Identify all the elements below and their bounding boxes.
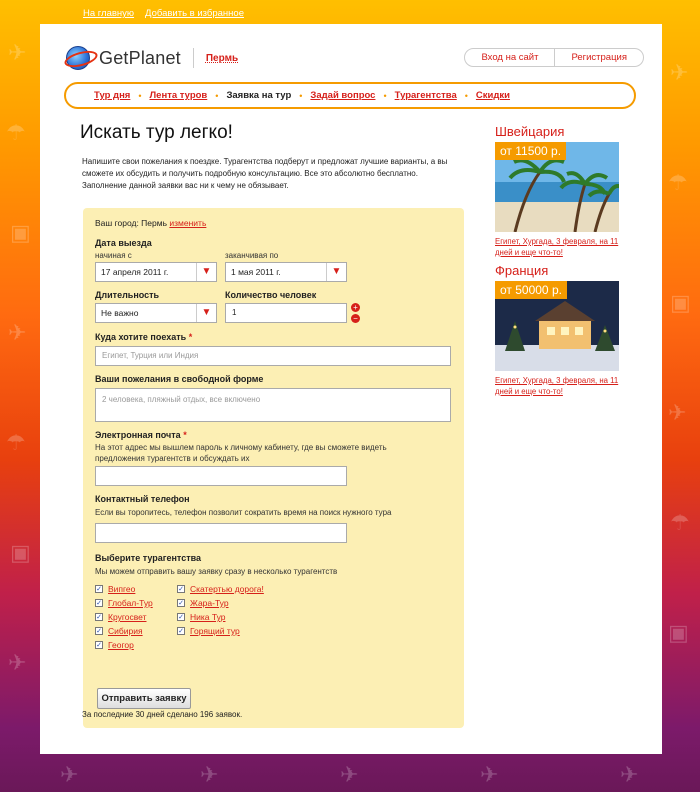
top-links xyxy=(83,8,244,19)
duration-label: Длительность xyxy=(95,290,160,300)
required-mark: * xyxy=(183,430,187,440)
plane-icon: ✈ xyxy=(668,400,687,425)
nav-ask-question[interactable]: Задай вопрос xyxy=(310,90,376,101)
nav-separator: • xyxy=(299,90,303,101)
home-link[interactable]: На главную xyxy=(83,8,135,19)
promo-desc xyxy=(495,375,621,397)
agency-name[interactable]: Сибирия xyxy=(108,626,143,636)
plane-icon: ✈ xyxy=(8,320,27,345)
agency-checkbox[interactable] xyxy=(177,598,229,608)
main-nav xyxy=(64,82,636,109)
promo-image-winter[interactable] xyxy=(495,281,619,371)
checkbox-checked-icon: ✓ xyxy=(96,628,102,635)
promo-price: от 50000 р. xyxy=(495,281,567,299)
checkbox-checked-icon: ✓ xyxy=(178,628,184,635)
plane-icon: ✈ xyxy=(8,40,27,65)
agency-checkbox[interactable] xyxy=(95,612,146,622)
to-date-select[interactable] xyxy=(225,262,347,282)
destination-input[interactable]: Египет, Турция или Индия xyxy=(95,346,451,366)
request-form xyxy=(83,208,464,728)
email-label-row xyxy=(95,430,187,440)
chevron-down-icon: ▼ xyxy=(196,263,216,281)
logo-text: GetPlanet xyxy=(99,47,181,68)
promo-desc-link[interactable]: Египет, Хургада, 3 февраля, на 11 дней и еще что-то! xyxy=(495,376,619,396)
nav-separator: • xyxy=(138,90,142,101)
duration-value: Не важно xyxy=(101,308,139,318)
from-label: начиная с xyxy=(95,251,132,260)
nav-discounts[interactable]: Скидки xyxy=(475,90,511,101)
agency-name[interactable]: Геогор xyxy=(108,640,134,650)
suitcase-icon: ▣ xyxy=(10,540,31,565)
chevron-down-icon: ▼ xyxy=(326,263,346,281)
suitcase-icon: ▣ xyxy=(668,620,689,645)
divider xyxy=(193,48,194,68)
promo-desc-link[interactable]: Египет, Хургада, 3 февраля, на 11 дней и еще что-то! xyxy=(495,237,619,257)
minus-icon[interactable]: − xyxy=(351,314,360,323)
nav-tour-of-day[interactable]: Тур дня xyxy=(94,90,131,101)
register-link[interactable]: Регистрация xyxy=(554,49,643,66)
from-date-select[interactable] xyxy=(95,262,217,282)
phone-input[interactable] xyxy=(95,523,347,543)
promo-price: от 11500 р. xyxy=(495,142,566,160)
checkbox-checked-icon: ✓ xyxy=(96,600,102,607)
nav-separator: • xyxy=(215,90,219,101)
city-line xyxy=(95,218,206,228)
checkbox-checked-icon: ✓ xyxy=(178,614,184,621)
where-label-row xyxy=(95,332,192,342)
checkbox-checked-icon: ✓ xyxy=(96,586,102,593)
agency-name[interactable]: Глобал-Тур xyxy=(108,598,153,608)
plane-icon: ✈ xyxy=(8,650,27,675)
auth-box xyxy=(464,48,644,67)
plane-icon: ✈ xyxy=(340,762,359,787)
submit-button[interactable]: Отправить заявку xyxy=(97,688,191,709)
promo-country[interactable]: Франция xyxy=(495,263,549,278)
people-label: Количество человек xyxy=(225,290,317,300)
wishes-textarea[interactable]: 2 человека, пляжный отдых, все включено xyxy=(95,388,451,422)
people-input[interactable]: 1 xyxy=(225,303,347,323)
plane-icon: ✈ xyxy=(670,60,689,85)
agency-name[interactable]: Ника Тур xyxy=(190,612,226,622)
intro-text: Напишите свои пожелания к поездке. Турагентства подберут и предложат лучшие варианты, а вы сможете их обсудить и получить подробную консультацию. Все это абсолютно бесплатно. Заполнение данной заявки вас ни к чему не обязывает. xyxy=(82,157,448,190)
agency-name[interactable]: Горящий тур xyxy=(190,626,240,636)
promo-france[interactable] xyxy=(495,263,621,397)
city-change-link[interactable]: изменить xyxy=(169,218,207,228)
nav-agencies[interactable]: Турагентства xyxy=(394,90,457,101)
nav-tour-request[interactable]: Заявка на тур xyxy=(226,90,292,101)
promo-switzerland[interactable] xyxy=(495,124,621,258)
login-link[interactable]: Вход на сайт xyxy=(481,52,539,63)
agencies-label: Выберите турагентства xyxy=(95,553,202,563)
plane-icon: ✈ xyxy=(480,762,499,787)
stats-text: За последние 30 дней сделано 196 заявок. xyxy=(82,710,243,719)
suitcase-icon: ▣ xyxy=(670,290,691,315)
city-link[interactable]: Пермь xyxy=(205,52,239,64)
plus-icon[interactable]: + xyxy=(351,303,360,312)
palm-icon: ☂ xyxy=(670,510,690,535)
required-mark: * xyxy=(188,332,193,342)
promo-desc xyxy=(495,236,621,258)
promo-image-beach[interactable] xyxy=(495,142,619,232)
agency-checkbox[interactable] xyxy=(95,626,143,636)
favorites-link[interactable]: Добавить в избранное xyxy=(145,8,244,19)
plane-icon: ✈ xyxy=(60,762,79,787)
promo-country[interactable]: Швейцария xyxy=(495,124,565,139)
email-hint: На этот адрес мы вышлем пароль к личному кабинету, где вы сможете видеть предложения турагентств и обсуждать их xyxy=(95,443,387,463)
palm-icon: ☂ xyxy=(668,170,688,195)
email-input[interactable] xyxy=(95,466,347,486)
checkbox-checked-icon: ✓ xyxy=(178,600,184,607)
agency-checkbox[interactable] xyxy=(177,626,240,636)
wishes-label: Ваши пожелания в свободной форме xyxy=(95,374,264,384)
city-label: Ваш город: Пермь xyxy=(95,218,168,228)
agency-name[interactable]: Кругосвет xyxy=(108,612,147,622)
palm-icon: ☂ xyxy=(6,430,26,455)
plane-icon: ✈ xyxy=(200,762,219,787)
checkbox-checked-icon: ✓ xyxy=(96,642,102,649)
page-container xyxy=(40,24,662,754)
checkbox-checked-icon: ✓ xyxy=(178,586,184,593)
duration-select[interactable] xyxy=(95,303,217,323)
palm-icon: ☂ xyxy=(6,120,26,145)
logo[interactable] xyxy=(66,46,238,70)
agency-checkbox[interactable] xyxy=(95,598,153,608)
where-label: Куда хотите поехать xyxy=(95,332,187,342)
nav-separator: • xyxy=(383,90,387,101)
to-label: заканчивая по xyxy=(225,251,279,260)
globe-logo-icon xyxy=(66,46,90,70)
agency-checkbox[interactable] xyxy=(95,584,135,594)
chevron-down-icon: ▼ xyxy=(196,304,216,322)
agency-name[interactable]: Випгео xyxy=(108,584,136,594)
plane-icon: ✈ xyxy=(620,762,639,787)
page-title: Искать тур легко! xyxy=(80,122,233,143)
agency-name[interactable]: Скатертью дорога! xyxy=(190,584,264,594)
nav-separator: • xyxy=(464,90,468,101)
from-date-value: 17 апреля 2011 г. xyxy=(101,267,169,277)
email-label: Электронная почта xyxy=(95,430,181,440)
agency-checkbox[interactable] xyxy=(177,612,225,622)
agency-checkbox[interactable] xyxy=(177,584,264,594)
phone-hint: Если вы торопитесь, телефон позволит сократить время на поиск нужного тура xyxy=(95,508,392,517)
to-date-value: 1 мая 2011 г. xyxy=(231,267,281,277)
suitcase-icon: ▣ xyxy=(10,220,31,245)
nav-tour-feed[interactable]: Лента туров xyxy=(149,90,208,101)
departure-label: Дата выезда xyxy=(95,238,152,248)
agencies-hint: Мы можем отправить вашу заявку сразу в несколько турагентств xyxy=(95,567,338,576)
agency-checkbox[interactable] xyxy=(95,640,134,650)
checkbox-checked-icon: ✓ xyxy=(96,614,102,621)
agency-name[interactable]: Жара-Тур xyxy=(190,598,229,608)
phone-label: Контактный телефон xyxy=(95,494,190,504)
